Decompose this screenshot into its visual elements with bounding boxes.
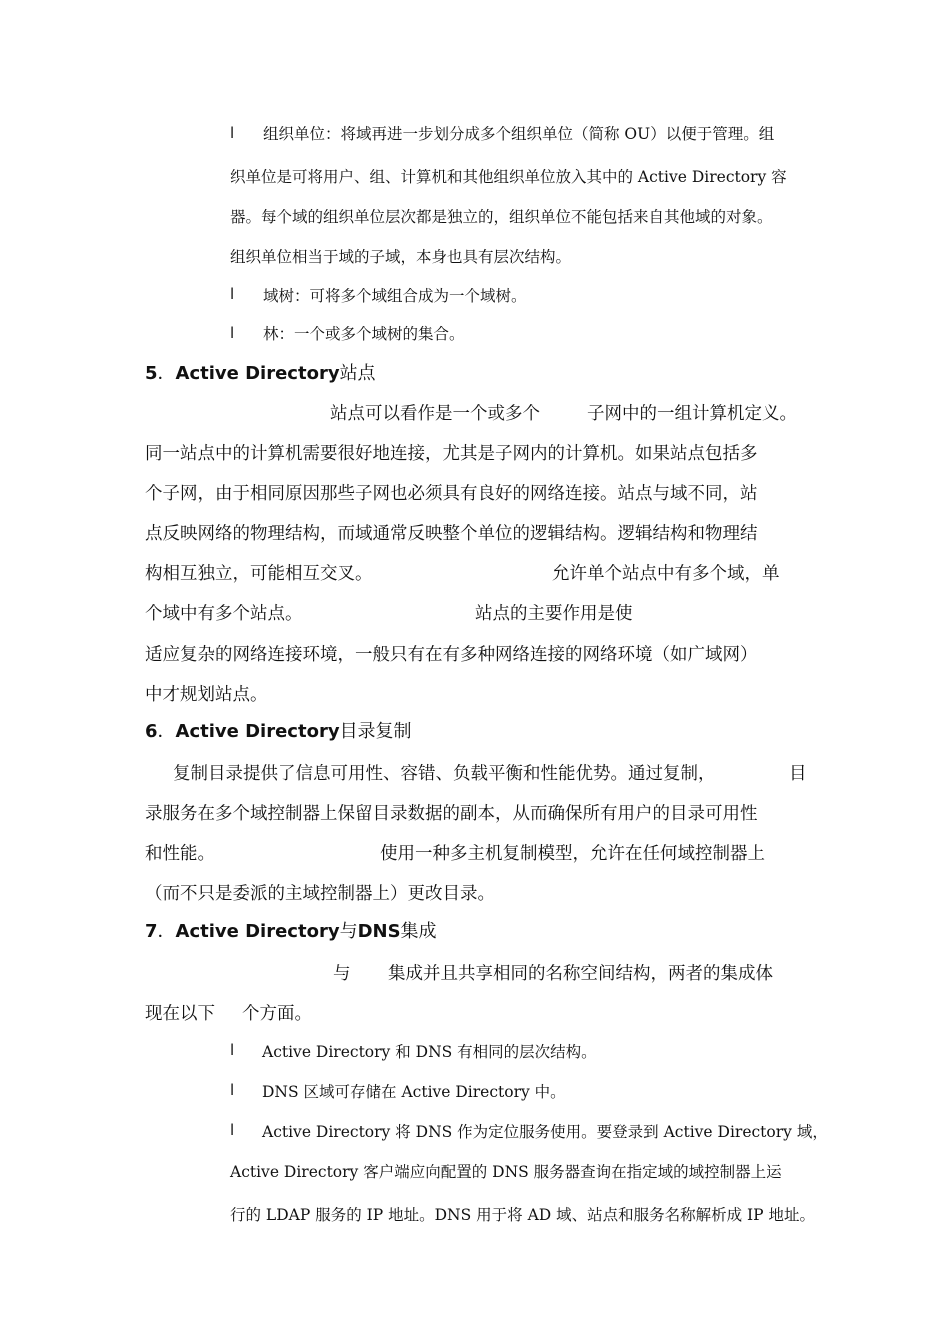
heading-bold-text: Active Directory bbox=[175, 363, 340, 384]
bullet-marker: l bbox=[230, 324, 235, 342]
s5-line-1a: 站点可以看作是一个或多个 bbox=[330, 404, 540, 424]
bullet-marker: l bbox=[230, 124, 235, 142]
s6-line-3b: 使用一种多主机复制模型，允许在任何域控制器上 bbox=[380, 844, 765, 864]
section-number: 6 bbox=[145, 721, 158, 742]
domain-tree-item: 域树：可将多个域组合成为一个域树。 bbox=[263, 287, 527, 305]
dns-bullet-3-cont-2: 行的 LDAP 服务的 IP 地址。DNS 用于将 AD 域、站点和服务名称解析成 IP 地址。 bbox=[230, 1206, 816, 1224]
s5-line-4: 点反映网络的物理结构，而域通常反映整个单位的逻辑结构。逻辑结构和物理结 bbox=[145, 524, 758, 544]
dns-bullet-2: DNS 区域可存储在 Active Directory 中。 bbox=[262, 1083, 566, 1101]
ou-line-1: 组织单位：将域再进一步划分成多个组织单位（简称 OU）以便于管理。组 bbox=[263, 125, 775, 143]
s6-line-3a: 和性能。 bbox=[145, 844, 215, 864]
heading-bold-text: Active Directory bbox=[175, 921, 340, 942]
section-5-heading bbox=[145, 359, 376, 385]
section-separator: ． bbox=[157, 921, 176, 942]
ou-line-4: 组织单位相当于域的子域，本身也具有层次结构。 bbox=[230, 248, 572, 266]
s7-line-2b: 个方面。 bbox=[242, 1004, 312, 1024]
section-separator: ． bbox=[157, 363, 176, 384]
s5-line-6b: 站点的主要作用是使 bbox=[475, 604, 633, 624]
forest-item: 林：一个或多个域树的集合。 bbox=[263, 325, 465, 343]
s5-line-6a: 个域中有多个站点。 bbox=[145, 604, 303, 624]
heading-text: 站点 bbox=[339, 363, 376, 384]
s5-line-8: 中才规划站点。 bbox=[145, 685, 268, 705]
section-7-heading bbox=[145, 917, 437, 943]
s7-line-1a: 与 bbox=[333, 964, 351, 984]
s7-line-1b: 集成并且共享相同的名称空间结构，两者的集成体 bbox=[388, 964, 773, 984]
s5-line-2: 同一站点中的计算机需要很好地连接，尤其是子网内的计算机。如果站点包括多 bbox=[145, 444, 758, 464]
heading-text: 集成 bbox=[400, 921, 437, 942]
heading-connector: 与 bbox=[339, 921, 358, 942]
bullet-marker: l bbox=[230, 1081, 235, 1099]
heading-text: 目录复制 bbox=[339, 721, 412, 742]
s5-line-7: 适应复杂的网络连接环境，一般只有在有多种网络连接的网络环境（如广域网） bbox=[145, 645, 758, 665]
s6-line-1a: 复制目录提供了信息可用性、容错、负载平衡和性能优势。通过复制， bbox=[173, 764, 716, 784]
s7-line-2a: 现在以下 bbox=[145, 1004, 215, 1024]
bullet-marker: l bbox=[230, 1041, 235, 1059]
section-separator: ． bbox=[157, 721, 176, 742]
s5-line-5b: 允许单个站点中有多个域，单 bbox=[552, 564, 780, 584]
s6-line-2: 录服务在多个域控制器上保留目录数据的副本，从而确保所有用户的目录可用性 bbox=[145, 804, 758, 824]
dns-bullet-3-cont-1: Active Directory 客户端应向配置的 DNS 服务器查询在指定域的域控制器上运 bbox=[230, 1163, 782, 1181]
s5-line-5a: 构相互独立，可能相互交叉。 bbox=[145, 564, 373, 584]
s6-line-4: （而不只是委派的主域控制器上）更改目录。 bbox=[145, 884, 495, 904]
heading-bold-text: Active Directory bbox=[175, 721, 340, 742]
s5-line-1b: 子网中的一组计算机定义。 bbox=[587, 404, 797, 424]
section-6-heading bbox=[145, 717, 412, 743]
dns-bullet-1: Active Directory 和 DNS 有相同的层次结构。 bbox=[262, 1043, 597, 1061]
s5-line-3: 个子网，由于相同原因那些子网也必须具有良好的网络连接。站点与域不同，站 bbox=[145, 484, 758, 504]
bullet-marker: l bbox=[230, 285, 235, 303]
section-number: 5 bbox=[145, 363, 158, 384]
bullet-marker: l bbox=[230, 1121, 235, 1139]
s6-line-1b: 目 bbox=[789, 764, 807, 784]
dns-bullet-3: Active Directory 将 DNS 作为定位服务使用。要登录到 Active Directory 域， bbox=[262, 1123, 828, 1141]
heading-bold-text-2: DNS bbox=[357, 921, 401, 942]
section-number: 7 bbox=[145, 921, 158, 942]
ou-line-2: 织单位是可将用户、组、计算机和其他组织单位放入其中的 Active Directory 容 bbox=[230, 168, 787, 186]
ou-line-3: 器。每个域的组织单位层次都是独立的，组织单位不能包括来自其他域的对象。 bbox=[230, 208, 773, 226]
